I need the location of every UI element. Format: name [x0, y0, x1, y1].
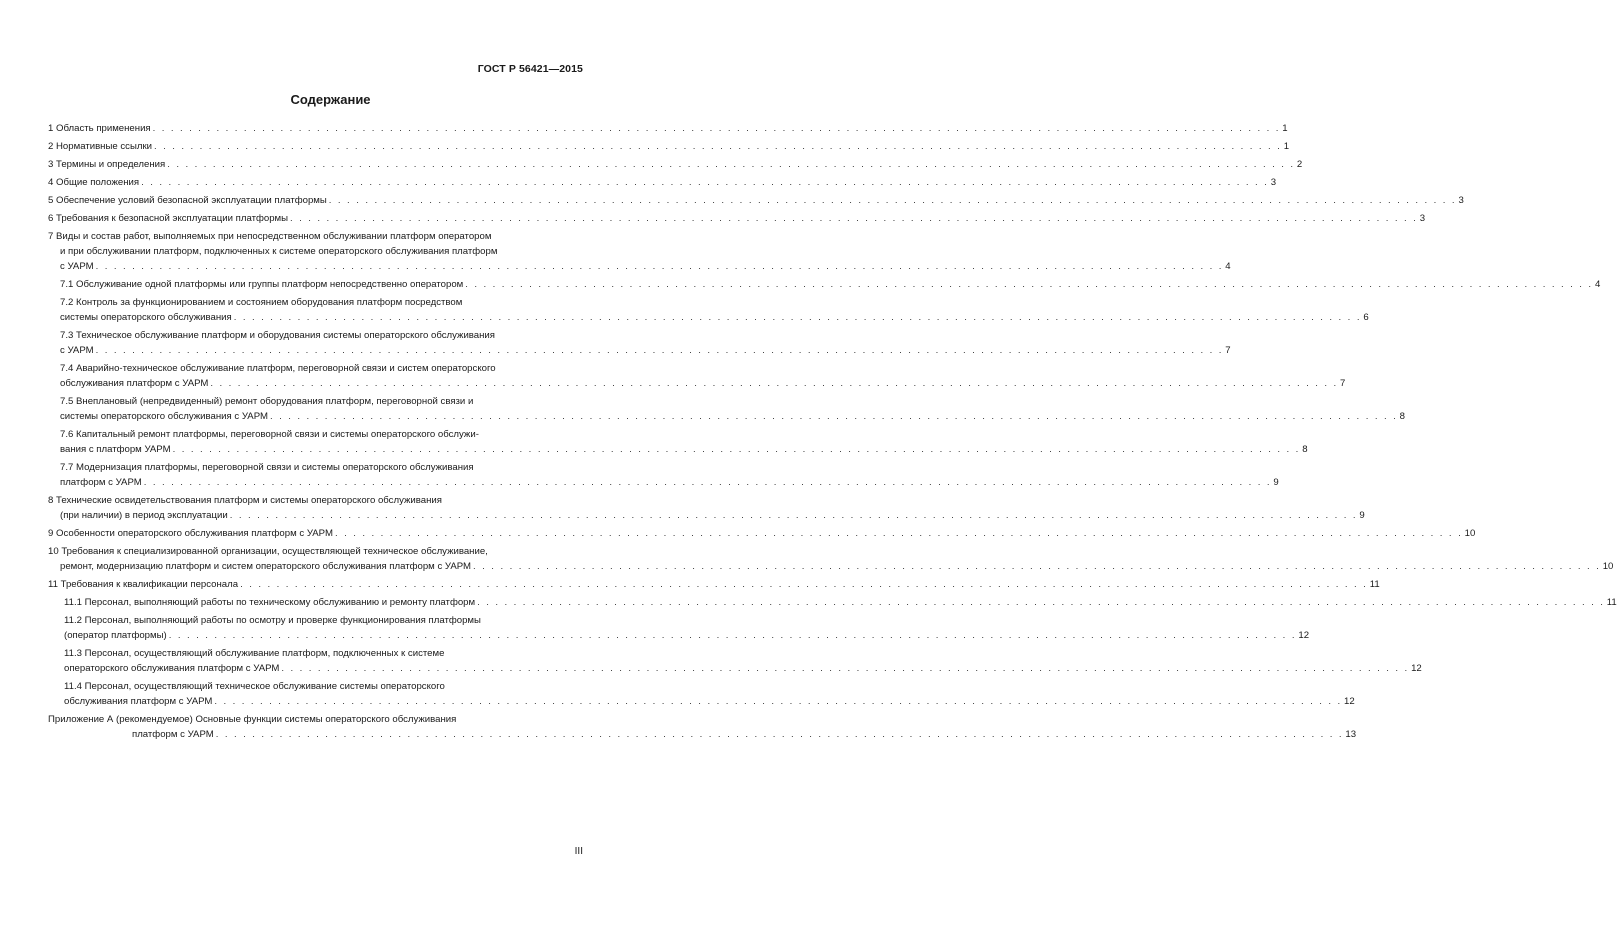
toc-entry-text: операторского обслуживания платформ с УАРМ — [64, 663, 280, 674]
page-number: III — [574, 846, 583, 857]
toc-entry-text: ремонт, модернизацию платформ и систем операторского обслуживания платформ с УАРМ — [60, 561, 472, 572]
dot-leader: . . . . . . . . . . . . . . . . . . . . . . . . . . . . . . . . . . . . . . . . . . . . . . . . . . . . . . . . . . . . . . . . . . . . . . . . . . . . . . . . . . . . . . . . . . . . . . . . . . . . . . . . . . . . . . . . . . . . . . . . . . . . — [143, 477, 1272, 488]
dot-leader: . . . . . . . . . . . . . . . . . . . . . . . . . . . . . . . . . . . . . . . . . . . . . . . . . . . . . . . . . . . . . . . . . . . . . . . . . . . . . . . . . . . . . . . . . . . . . . . . . . . . . . . . . . . . . . . . . . . . . . . . . . . . — [465, 279, 1593, 290]
toc-entry-line: 7.6 Капитальный ремонт платформы, переговорной связи и системы операторского обслужи- — [60, 429, 479, 440]
toc-entry[interactable] — [48, 646, 1422, 676]
toc-entry[interactable] — [48, 577, 1380, 592]
toc-entry-text: обслуживания платформ с УАРМ — [60, 378, 209, 389]
dot-leader: . . . . . . . . . . . . . . . . . . . . . . . . . . . . . . . . . . . . . . . . . . . . . . . . . . . . . . . . . . . . . . . . . . . . . . . . . . . . . . . . . . . . . . . . . . . . . . . . . . . . . . . . . . . . . . . . . . . . . . . . . . . . — [141, 177, 1269, 188]
dot-leader: . . . . . . . . . . . . . . . . . . . . . . . . . . . . . . . . . . . . . . . . . . . . . . . . . . . . . . . . . . . . . . . . . . . . . . . . . . . . . . . . . . . . . . . . . . . . . . . . . . . . . . . . . . . . . . . . . . . . . . . . . . . . — [240, 579, 1368, 590]
toc-entry[interactable] — [48, 328, 1231, 358]
toc-entry-text: (при наличии) в период эксплуатации — [60, 510, 228, 521]
toc-page-number: 9 — [1359, 510, 1365, 521]
table-of-contents — [48, 121, 1617, 745]
toc-page-number: 11 — [1369, 579, 1380, 590]
dot-leader: . . . . . . . . . . . . . . . . . . . . . . . . . . . . . . . . . . . . . . . . . . . . . . . . . . . . . . . . . . . . . . . . . . . . . . . . . . . . . . . . . . . . . . . . . . . . . . . . . . . . . . . . . . . . . . . . . . . . . . . . . . . . — [214, 696, 1343, 707]
toc-page-number: 12 — [1411, 663, 1422, 674]
toc-entry[interactable] — [48, 175, 1277, 190]
toc-entry[interactable] — [48, 121, 1288, 136]
toc-entry-line: 7.7 Модернизация платформы, переговорной связи и системы операторского обслуживания — [60, 462, 474, 473]
toc-entry-line: 11.4 Персонал, осуществляющий техническое обслуживание системы операторского — [64, 681, 445, 692]
toc-entry[interactable] — [48, 427, 1308, 457]
toc-entry[interactable] — [48, 712, 1357, 742]
toc-entry[interactable] — [48, 526, 1476, 541]
toc-entry-text: (оператор платформы) — [64, 630, 167, 641]
toc-entry[interactable] — [48, 229, 1231, 274]
toc-entry-text: системы операторского обслуживания — [60, 312, 232, 323]
dot-leader: . . . . . . . . . . . . . . . . . . . . . . . . . . . . . . . . . . . . . . . . . . . . . . . . . . . . . . . . . . . . . . . . . . . . . . . . . . . . . . . . . . . . . . . . . . . . . . . . . . . . . . . . . . . . . . . . . . . . . . . . . . . . — [210, 378, 1339, 389]
toc-page-number: 12 — [1298, 630, 1310, 641]
toc-entry-line: 8 Технические освидетельствования платформ и системы операторского обслуживания — [48, 495, 442, 506]
toc-page-number: 10 — [1464, 528, 1476, 539]
dot-leader: . . . . . . . . . . . . . . . . . . . . . . . . . . . . . . . . . . . . . . . . . . . . . . . . . . . . . . . . . . . . . . . . . . . . . . . . . . . . . . . . . . . . . . . . . . . . . . . . . . . . . . . . . . . . . . . . . . . . . . . . . . . . — [95, 261, 1224, 272]
dot-leader: . . . . . . . . . . . . . . . . . . . . . . . . . . . . . . . . . . . . . . . . . . . . . . . . . . . . . . . . . . . . . . . . . . . . . . . . . . . . . . . . . . . . . . . . . . . . . . . . . . . . . . . . . . . . . . . . . . . . . . . . . . . . — [154, 141, 1282, 152]
dot-leader: . . . . . . . . . . . . . . . . . . . . . . . . . . . . . . . . . . . . . . . . . . . . . . . . . . . . . . . . . . . . . . . . . . . . . . . . . . . . . . . . . . . . . . . . . . . . . . . . . . . . . . . . . . . . . . . . . . . . . . . . . . . . — [281, 663, 1410, 674]
toc-page-number: 1 — [1282, 123, 1288, 134]
toc-entry-text: платформ с УАРМ — [132, 729, 214, 740]
toc-entry[interactable] — [48, 460, 1279, 490]
toc-entry-text: 5 Обеспечение условий безопасной эксплуатации платформы — [48, 195, 327, 206]
toc-page-number: 8 — [1302, 444, 1308, 455]
toc-page-number: 7 — [1225, 345, 1231, 356]
toc-entry[interactable] — [48, 361, 1346, 391]
dot-leader: . . . . . . . . . . . . . . . . . . . . . . . . . . . . . . . . . . . . . . . . . . . . . . . . . . . . . . . . . . . . . . . . . . . . . . . . . . . . . . . . . . . . . . . . . . . . . . . . . . . . . . . . . . . . . . . . . . . . . . . . . . . . — [334, 528, 1463, 539]
toc-page-number: 2 — [1296, 159, 1303, 170]
toc-entry-text: обслуживания платформ с УАРМ — [64, 696, 213, 707]
toc-page-number: 12 — [1344, 696, 1355, 707]
toc-entry-line: 7 Виды и состав работ, выполняемых при непосредственном обслуживании платформ оператором — [48, 231, 492, 242]
toc-page-number: 7 — [1340, 378, 1346, 389]
toc-entry-text: 1 Область применения — [48, 123, 151, 134]
toc-entry-text: вания с платформ УАРМ — [60, 444, 171, 455]
dot-leader: . . . . . . . . . . . . . . . . . . . . . . . . . . . . . . . . . . . . . . . . . . . . . . . . . . . . . . . . . . . . . . . . . . . . . . . . . . . . . . . . . . . . . . . . . . . . . . . . . . . . . . . . . . . . . . . . . . . . . . . . . . . . — [473, 561, 1601, 572]
dot-leader: . . . . . . . . . . . . . . . . . . . . . . . . . . . . . . . . . . . . . . . . . . . . . . . . . . . . . . . . . . . . . . . . . . . . . . . . . . . . . . . . . . . . . . . . . . . . . . . . . . . . . . . . . . . . . . . . . . . . . . . . . . . . — [328, 195, 1457, 206]
dot-leader: . . . . . . . . . . . . . . . . . . . . . . . . . . . . . . . . . . . . . . . . . . . . . . . . . . . . . . . . . . . . . . . . . . . . . . . . . . . . . . . . . . . . . . . . . . . . . . . . . . . . . . . . . . . . . . . . . . . . . . . . . . . . — [215, 729, 1344, 740]
toc-entry[interactable] — [48, 157, 1303, 172]
toc-entry[interactable] — [48, 613, 1310, 643]
dot-leader: . . . . . . . . . . . . . . . . . . . . . . . . . . . . . . . . . . . . . . . . . . . . . . . . . . . . . . . . . . . . . . . . . . . . . . . . . . . . . . . . . . . . . . . . . . . . . . . . . . . . . . . . . . . . . . . . . . . . . . . . . . . . — [233, 312, 1362, 323]
toc-entry[interactable] — [48, 139, 1290, 154]
toc-entry-text: 9 Особенности операторского обслуживания платформ с УАРМ — [48, 528, 333, 539]
toc-entry-text: 4 Общие положения — [48, 177, 140, 188]
dot-leader: . . . . . . . . . . . . . . . . . . . . . . . . . . . . . . . . . . . . . . . . . . . . . . . . . . . . . . . . . . . . . . . . . . . . . . . . . . . . . . . . . . . . . . . . . . . . . . . . . . . . . . . . . . . . . . . . . . . . . . . . . . . . — [477, 597, 1605, 608]
toc-entry-text: 6 Требования к безопасной эксплуатации платформы — [48, 213, 289, 224]
toc-page-number: 10 — [1602, 561, 1614, 572]
toc-entry-text: 11 Требования к квалификации персонала — [48, 579, 239, 590]
toc-entry[interactable] — [48, 295, 1369, 325]
toc-entry-line: 7.5 Внеплановый (непредвиденный) ремонт оборудования платформ, переговорной связи и — [60, 396, 474, 407]
toc-entry[interactable] — [48, 277, 1601, 292]
toc-page-number: 1 — [1283, 141, 1290, 152]
document-code: ГОСТ Р 56421—2015 — [477, 63, 583, 75]
toc-entry[interactable] — [48, 211, 1426, 226]
toc-entry-text: системы операторского обслуживания с УАРМ — [60, 411, 268, 422]
toc-entry-text: с УАРМ — [60, 345, 94, 356]
toc-entry-line: 11.2 Персонал, выполняющий работы по осмотру и проверке функционирования платформы — [64, 615, 481, 626]
toc-entry[interactable] — [48, 679, 1355, 709]
toc-entry-line: 11.3 Персонал, осуществляющий обслуживание платформ, подключенных к системе — [64, 648, 445, 659]
toc-entry-text: 2 Нормативные ссылки — [48, 141, 153, 152]
toc-entry-line: и при обслуживании платформ, подключенных к системе операторского обслуживания платформ — [60, 246, 498, 257]
toc-page-number: 8 — [1399, 411, 1405, 422]
dot-leader: . . . . . . . . . . . . . . . . . . . . . . . . . . . . . . . . . . . . . . . . . . . . . . . . . . . . . . . . . . . . . . . . . . . . . . . . . . . . . . . . . . . . . . . . . . . . . . . . . . . . . . . . . . . . . . . . . . . . . . . . . . . . — [152, 123, 1281, 134]
toc-entry[interactable] — [48, 193, 1464, 208]
toc-page-number: 6 — [1363, 312, 1369, 323]
toc-entry[interactable] — [48, 394, 1405, 424]
toc-entry-text: платформ с УАРМ — [60, 477, 142, 488]
toc-entry-line: 7.2 Контроль за функционированием и состоянием оборудования платформ посредством — [60, 297, 463, 308]
dot-leader: . . . . . . . . . . . . . . . . . . . . . . . . . . . . . . . . . . . . . . . . . . . . . . . . . . . . . . . . . . . . . . . . . . . . . . . . . . . . . . . . . . . . . . . . . . . . . . . . . . . . . . . . . . . . . . . . . . . . . . . . . . . . — [95, 345, 1224, 356]
toc-page-number: 3 — [1270, 177, 1277, 188]
dot-leader: . . . . . . . . . . . . . . . . . . . . . . . . . . . . . . . . . . . . . . . . . . . . . . . . . . . . . . . . . . . . . . . . . . . . . . . . . . . . . . . . . . . . . . . . . . . . . . . . . . . . . . . . . . . . . . . . . . . . . . . . . . . . — [172, 444, 1301, 455]
toc-entry-line: Приложение А (рекомендуемое) Основные функции системы операторского обслуживания — [48, 714, 457, 725]
dot-leader: . . . . . . . . . . . . . . . . . . . . . . . . . . . . . . . . . . . . . . . . . . . . . . . . . . . . . . . . . . . . . . . . . . . . . . . . . . . . . . . . . . . . . . . . . . . . . . . . . . . . . . . . . . . . . . . . . . . . . . . . . . . . — [229, 510, 1358, 521]
toc-page-number: 3 — [1419, 213, 1426, 224]
toc-page-number: 11 — [1606, 597, 1617, 608]
toc-entry-line: 10 Требования к специализированной организации, осуществляющей техническое обслуживание, — [48, 546, 488, 557]
page-title: Содержание — [290, 92, 371, 107]
dot-leader: . . . . . . . . . . . . . . . . . . . . . . . . . . . . . . . . . . . . . . . . . . . . . . . . . . . . . . . . . . . . . . . . . . . . . . . . . . . . . . . . . . . . . . . . . . . . . . . . . . . . . . . . . . . . . . . . . . . . . . . . . . . . — [167, 159, 1295, 170]
toc-page-number: 3 — [1458, 195, 1464, 206]
toc-entry-text: с УАРМ — [60, 261, 94, 272]
toc-page-number: 13 — [1345, 729, 1357, 740]
toc-page-number: 4 — [1594, 279, 1601, 290]
toc-entry-text: 3 Термины и определения — [48, 159, 166, 170]
toc-entry[interactable] — [48, 595, 1617, 610]
toc-entry-text: 7.1 Обслуживание одной платформы или группы платформ непосредственно оператором — [60, 279, 464, 290]
toc-entry-line: 7.4 Аварийно-техническое обслуживание платформ, переговорной связи и систем операторского — [60, 363, 496, 374]
dot-leader: . . . . . . . . . . . . . . . . . . . . . . . . . . . . . . . . . . . . . . . . . . . . . . . . . . . . . . . . . . . . . . . . . . . . . . . . . . . . . . . . . . . . . . . . . . . . . . . . . . . . . . . . . . . . . . . . . . . . . . . . . . . . — [290, 213, 1418, 224]
dot-leader: . . . . . . . . . . . . . . . . . . . . . . . . . . . . . . . . . . . . . . . . . . . . . . . . . . . . . . . . . . . . . . . . . . . . . . . . . . . . . . . . . . . . . . . . . . . . . . . . . . . . . . . . . . . . . . . . . . . . . . . . . . . . — [269, 411, 1398, 422]
toc-entry[interactable] — [48, 544, 1614, 574]
toc-entry-text: 11.1 Персонал, выполняющий работы по техническому обслуживанию и ремонту платформ — [64, 597, 476, 608]
dot-leader: . . . . . . . . . . . . . . . . . . . . . . . . . . . . . . . . . . . . . . . . . . . . . . . . . . . . . . . . . . . . . . . . . . . . . . . . . . . . . . . . . . . . . . . . . . . . . . . . . . . . . . . . . . . . . . . . . . . . . . . . . . . . — [168, 630, 1297, 641]
toc-page-number: 9 — [1273, 477, 1279, 488]
toc-entry[interactable] — [48, 493, 1365, 523]
toc-entry-line: 7.3 Техническое обслуживание платформ и оборудования системы операторского обслуживания — [60, 330, 495, 341]
toc-page-number: 4 — [1225, 261, 1231, 272]
